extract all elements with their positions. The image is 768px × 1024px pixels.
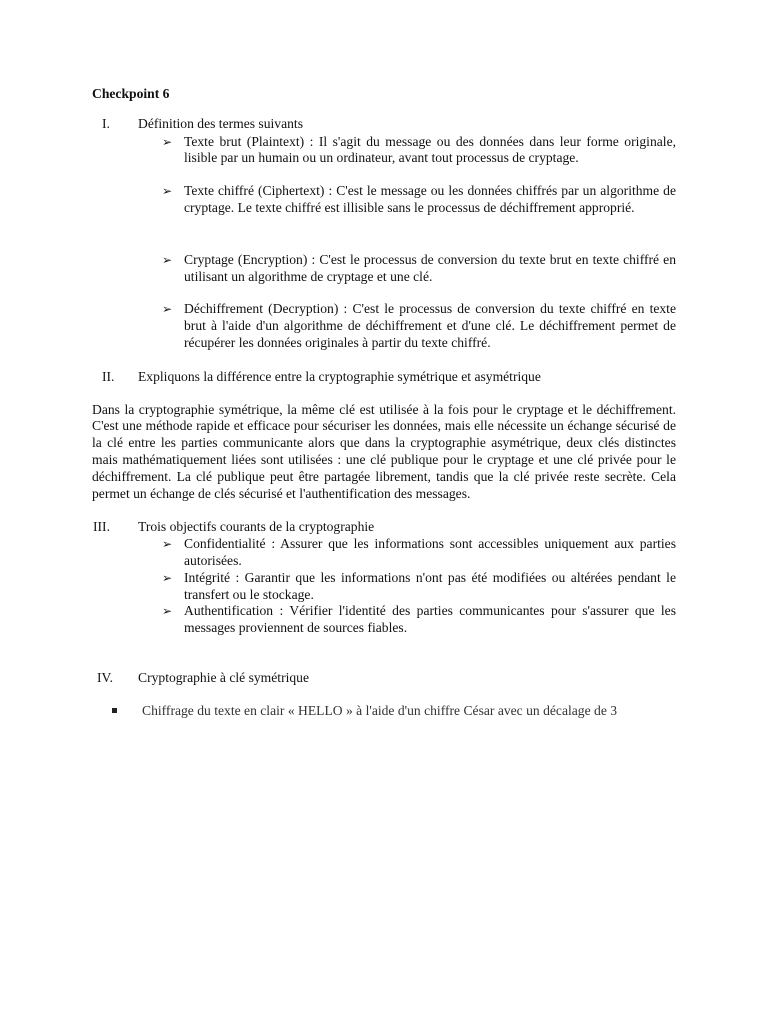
arrowhead-bullet-icon: ➢ xyxy=(162,604,173,619)
section-numeral: I. xyxy=(102,115,110,131)
section-heading-text: Cryptographie à clé symétrique xyxy=(138,669,309,685)
section-heading-text: Définition des termes suivants xyxy=(138,115,303,131)
square-bullet-icon xyxy=(112,708,117,713)
list-item xyxy=(92,703,676,720)
section-numeral: II. xyxy=(102,368,115,384)
body-paragraph: Dans la cryptographie symétrique, la même clé est utilisée à la fois pour le cryptage et le déchiffrement. C'est une méthode rapide et efficace pour sécuriser les données, mais elle nécessite un échange sécurisé de la clé entre les parties communicante alors que dans la cryptographie asymétrique, deux clés distinctes mais mathématiquement liées sont utilisées : une clé publique pour le cryptage et une clé privée pour le déchiffrement. La clé publique peut être partagée librement, tandis que la clé privée reste secrète. Cela permet un échange de clés sécurisé et l'authentification des messages. xyxy=(92,401,676,501)
section-heading-text: Trois objectifs courants de la cryptographie xyxy=(138,519,375,535)
objectives-list xyxy=(92,536,676,637)
section-2 xyxy=(92,369,676,503)
section-heading xyxy=(92,519,676,536)
list-item xyxy=(92,570,676,604)
list-item-text: Texte chiffré (Ciphertext) : C'est le message ou les données chiffrés par un algorithme de cryptage. Le texte chiffré est illisible sans le processus de déchiffrement approprié. xyxy=(184,183,676,215)
section-3 xyxy=(92,519,676,637)
definition-list xyxy=(92,134,676,352)
section-4 xyxy=(92,670,676,720)
arrowhead-bullet-icon: ➢ xyxy=(162,302,173,317)
list-item-text: Authentification : Vérifier l'identité des parties communicantes pour s'assurer que les messages proviennent de sources fiables. xyxy=(184,603,676,636)
section-heading xyxy=(92,670,676,687)
section-numeral: III. xyxy=(93,519,110,535)
list-item-text: Intégrité : Garantir que les informations n'ont pas été modifiées ou altérées pendant le transfert ou le stockage. xyxy=(184,569,676,602)
arrowhead-bullet-icon: ➢ xyxy=(162,570,173,585)
section-1 xyxy=(92,116,676,352)
list-item xyxy=(92,252,676,286)
page-title: Checkpoint 6 xyxy=(92,86,170,101)
list-item xyxy=(92,603,676,637)
section-heading xyxy=(92,369,676,386)
arrowhead-bullet-icon: ➢ xyxy=(162,252,173,267)
section-numeral: IV. xyxy=(97,669,113,685)
list-item-text: Texte brut (Plaintext) : Il s'agit du message ou des données dans leur forme originale, lisible par un humain ou un ordinateur, avant tout processus de cryptage. xyxy=(184,133,676,166)
list-item-text: Chiffrage du texte en clair « HELLO » à l'aide d'un chiffre César avec un décalage de 3 xyxy=(142,702,618,718)
list-item xyxy=(92,183,676,217)
list-item-text: Cryptage (Encryption) : C'est le processus de conversion du texte brut en texte chiffré en utilisant un algorithme de cryptage et une clé. xyxy=(184,251,676,284)
section-heading xyxy=(92,116,676,133)
list-item-text: Confidentialité : Assurer que les informations sont accessibles uniquement aux parties autorisées. xyxy=(184,536,676,568)
list-item xyxy=(92,134,676,168)
list-item xyxy=(92,536,676,570)
document-page xyxy=(92,86,676,720)
arrowhead-bullet-icon: ➢ xyxy=(162,537,173,552)
section-heading-text: Expliquons la différence entre la cryptographie symétrique et asymétrique xyxy=(138,368,541,384)
list-item-text: Déchiffrement (Decryption) : C'est le processus de conversion du texte chiffré en texte brut à l'aide d'un algorithme de déchiffrement et d'une clé. Le déchiffrement permet de récupérer les données originales à partir du texte chiffré. xyxy=(184,301,676,350)
arrowhead-bullet-icon: ➢ xyxy=(162,134,173,149)
list-item xyxy=(92,301,676,351)
arrowhead-bullet-icon: ➢ xyxy=(162,184,173,199)
